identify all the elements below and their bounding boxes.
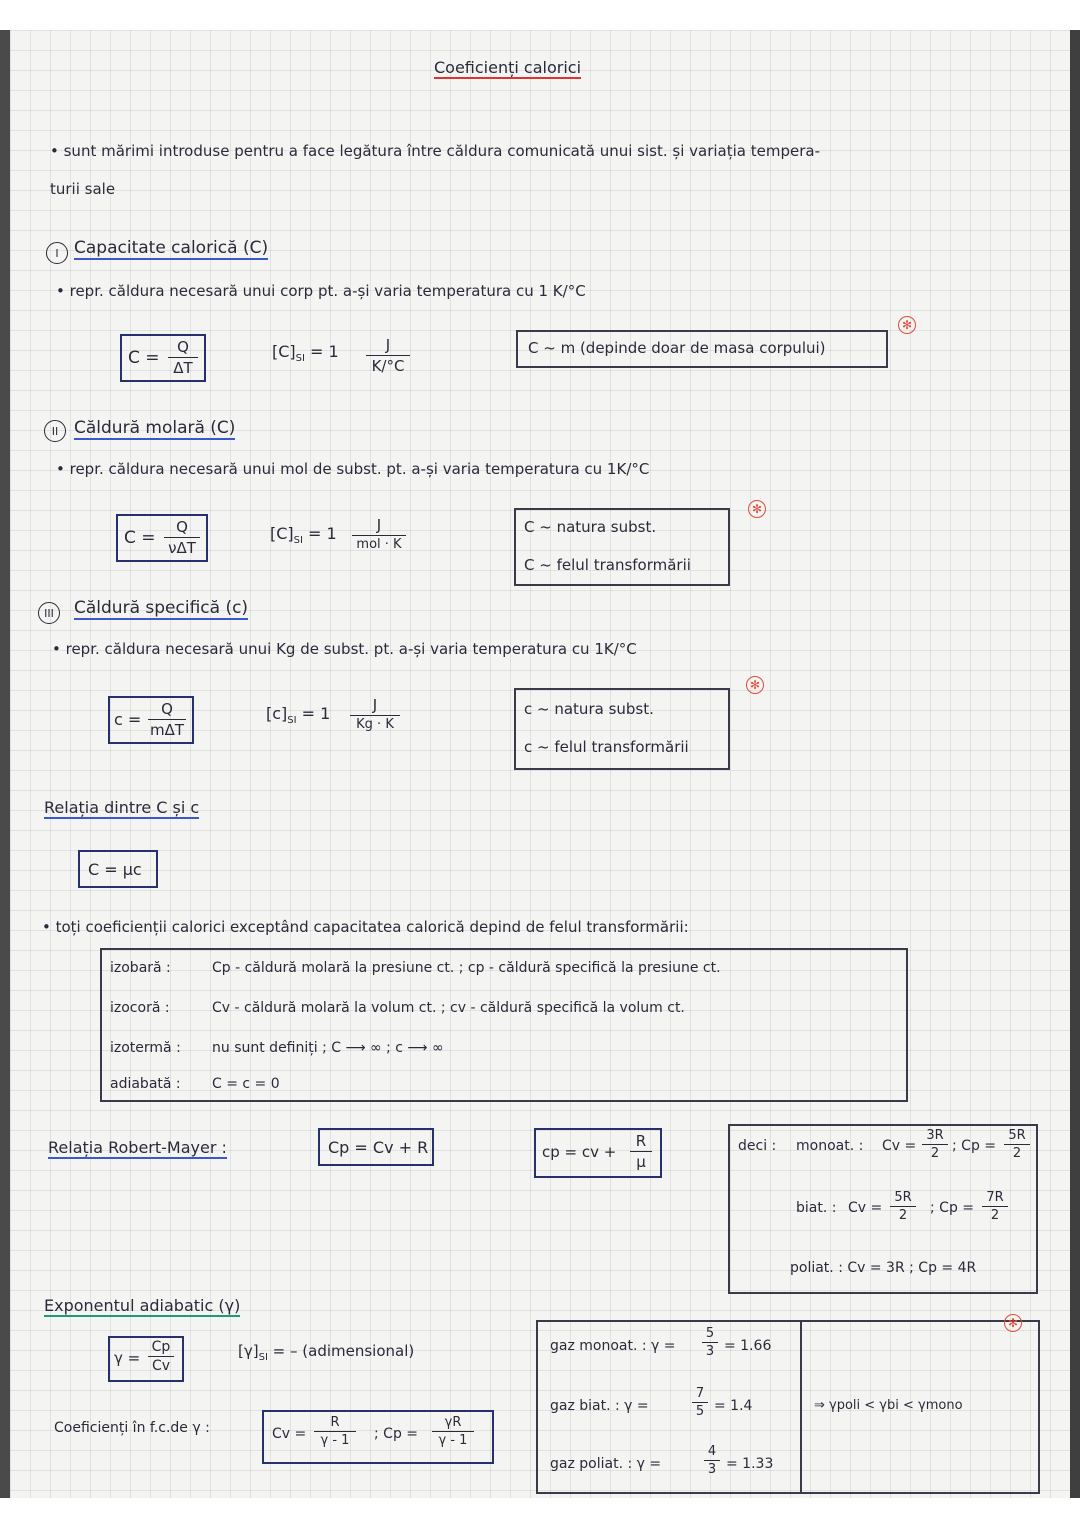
notebook-page (10, 30, 1070, 1498)
note-text-2: c ~ felul transformării (524, 738, 689, 756)
transforms-intro: • toți coeficienții calorici exceptând capacitatea calorică depind de felul transformării: (42, 918, 689, 936)
coef-cv-lhs: Cv = (272, 1426, 307, 1442)
note-box-specifica (514, 688, 730, 770)
note-box-molara (514, 508, 730, 586)
transform-name-izobara: izobară : (110, 960, 171, 976)
formula-fraction: Q νΔT (164, 518, 200, 557)
unit-fraction-molara: J mol · K (352, 516, 406, 552)
formula-fraction: Q mΔT (149, 700, 185, 739)
mono-cv-fraction: 3R 2 (922, 1128, 948, 1161)
formula-lhs: C = (124, 528, 156, 548)
biat-cp: ; Cp = (930, 1200, 975, 1216)
gas-biat-value: = 1.4 (714, 1398, 753, 1414)
robert-mayer-formula-box (318, 1128, 434, 1166)
transform-name-adiabata: adiabată : (110, 1076, 181, 1092)
section-heading-molara: Căldură molară (C) (74, 418, 236, 438)
relation-formula: C = μc (88, 860, 142, 879)
section-number-2: II (44, 420, 66, 442)
unit-lhs: $[c]_{SI} = 1$ (266, 704, 331, 727)
robert-mayer-formula: Cp = Cv + R (328, 1138, 429, 1157)
star-marker-icon: ✻ (1004, 1314, 1022, 1332)
intro-line-1: • sunt mărimi introduse pentru a face legătura între căldura comunicată unui sist. și variația tempera- (50, 142, 820, 160)
transform-name-izocora: izocoră : (110, 1000, 170, 1016)
transform-text-adiabata: C = c = 0 (212, 1076, 280, 1092)
gamma-formula-box (108, 1336, 184, 1382)
unit-fraction-specifica: J Kg · K (350, 696, 400, 732)
gas-gamma-divider (800, 1322, 802, 1492)
fraction-num: Q (177, 338, 189, 356)
page-title: Coeficienți calorici (434, 58, 582, 77)
formula-box-specifica (108, 696, 194, 744)
star-marker-icon: ✻ (746, 676, 764, 694)
gamma-conclusion: ⇒ γpoli < γbi < γmono (814, 1398, 963, 1413)
specific-mayer-fraction: R μ (630, 1132, 652, 1171)
star-marker-icon: ✻ (898, 316, 916, 334)
coef-cp-lhs: ; Cp = (374, 1426, 419, 1442)
mono-cv: Cv = (882, 1138, 917, 1154)
gas-poliat-label: gaz poliat. : γ = (550, 1456, 662, 1472)
section-desc-specifica: • repr. căldura necesară unui Kg de subst. pt. a-și varia temperatura cu 1K/°C (52, 640, 637, 658)
gamma-fraction: Cp Cv (148, 1339, 174, 1374)
coef-cv-fraction: R γ - 1 (314, 1415, 356, 1448)
section-heading-specifica: Căldură specifică (c) (74, 598, 249, 618)
section-number-3: III (38, 602, 60, 624)
formula-box-capacitate (120, 334, 206, 382)
poliat-text: poliat. : Cv = 3R ; Cp = 4R (790, 1260, 977, 1276)
gas-biat-fraction: 7 5 (692, 1386, 708, 1419)
section-desc-molara: • repr. căldura necesară unui mol de subst. pt. a-și varia temperatura cu 1K/°C (56, 460, 650, 478)
transform-text-izobara: Cp - căldură molară la presiune ct. ; cp - căldură specifică la presiune ct. (212, 960, 721, 976)
deci-label: deci : (738, 1138, 777, 1154)
biat-cv: Cv = (848, 1200, 883, 1216)
relation-heading: Relația dintre C și c (44, 798, 200, 817)
gas-mono-value: = 1.66 (724, 1338, 772, 1354)
unit-lhs: $[C]_{SI} = 1$ (270, 524, 337, 547)
mono-cp: ; Cp = (952, 1138, 997, 1154)
deci-box (728, 1124, 1038, 1294)
section-desc-capacitate: • repr. căldura necesară unui corp pt. a-și varia temperatura cu 1 K/°C (56, 282, 586, 300)
adiabatic-heading: Exponentul adiabatic (γ) (44, 1296, 241, 1315)
formula-lhs: c = (114, 710, 142, 729)
transform-text-izocora: Cv - căldură molară la volum ct. ; cv - căldură specifică la volum ct. (212, 1000, 685, 1016)
specific-mayer-box (534, 1128, 662, 1178)
gas-biat-label: gaz biat. : γ = (550, 1398, 649, 1414)
fraction-den: ΔT (173, 359, 193, 377)
gas-gamma-box (536, 1320, 1040, 1494)
specific-mayer-lhs: cp = cv + (542, 1143, 617, 1161)
coef-cp-fraction: γR γ - 1 (432, 1415, 474, 1448)
mono-label: monoat. : (796, 1138, 864, 1154)
biat-cp-fraction: 7R 2 (982, 1190, 1008, 1223)
gas-mono-label: gaz monoat. : γ = (550, 1338, 676, 1354)
formula-lhs: C = (128, 348, 160, 368)
mono-cp-fraction: 5R 2 (1004, 1128, 1030, 1161)
coef-label: Coeficienți în f.c.de γ : (54, 1420, 210, 1436)
coef-formula-box (262, 1410, 494, 1464)
gamma-lhs: γ = (114, 1349, 141, 1367)
unit-fraction-capacitate: J K/°C (366, 336, 410, 375)
transform-name-izoterma: izotermă : (110, 1040, 181, 1056)
note-text: C ~ m (depinde doar de masa corpului) (528, 339, 826, 357)
note-text-2: C ~ felul transformării (524, 556, 691, 574)
section-heading-capacitate: Capacitate calorică (C) (74, 238, 269, 258)
transforms-box (100, 948, 908, 1102)
biat-label: biat. : (796, 1200, 837, 1216)
relation-formula-box (78, 850, 158, 888)
gas-poliat-value: = 1.33 (726, 1456, 774, 1472)
transform-text-izoterma: nu sunt definiți ; C ⟶ ∞ ; c ⟶ ∞ (212, 1040, 444, 1056)
intro-line-2: turii sale (50, 180, 116, 198)
unit-lhs: $[C]_{SI} = 1$ (272, 342, 339, 365)
gas-poliat-fraction: 4 3 (704, 1444, 720, 1477)
formula-fraction (168, 338, 198, 377)
gamma-unit: $[\gamma]_{SI}$ = – (adimensional) (238, 1342, 415, 1363)
section-number-1: I (46, 242, 68, 264)
biat-cv-fraction: 5R 2 (890, 1190, 916, 1223)
star-marker-icon: ✻ (748, 500, 766, 518)
note-box-capacitate (516, 330, 888, 368)
robert-mayer-heading: Relația Robert-Mayer : (48, 1138, 227, 1157)
formula-box-molara (116, 514, 208, 562)
note-text-1: c ~ natura subst. (524, 700, 654, 718)
gas-mono-fraction: 5 3 (702, 1326, 718, 1359)
note-text-1: C ~ natura subst. (524, 518, 657, 536)
